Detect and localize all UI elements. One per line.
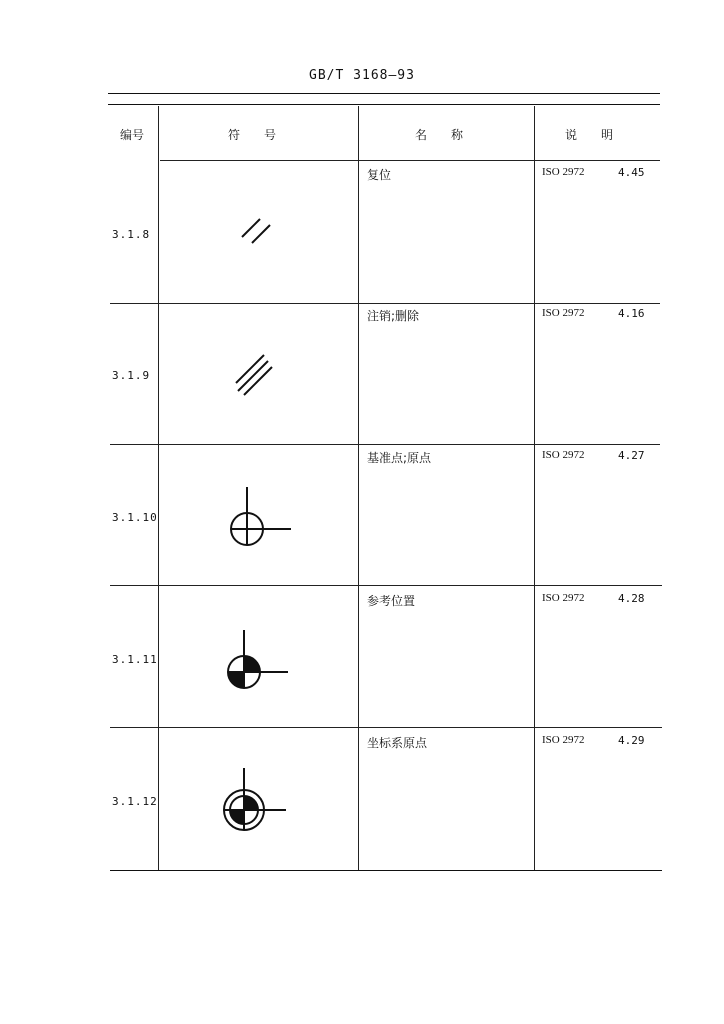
row-divider-2 bbox=[110, 444, 660, 445]
row-name: 参考位置 bbox=[367, 594, 416, 608]
row-clause: 4.28 bbox=[618, 592, 645, 605]
reference-position-quadrant-icon bbox=[222, 628, 294, 696]
column-header-name: 名 称 bbox=[415, 128, 464, 142]
row-divider-1 bbox=[110, 303, 660, 304]
column-divider-3 bbox=[534, 106, 535, 870]
column-header-symbol: 符 号 bbox=[228, 128, 277, 142]
row-divider-3 bbox=[110, 585, 662, 586]
row-number: 3.1.12 bbox=[112, 795, 158, 808]
row-clause: 4.45 bbox=[618, 166, 645, 179]
table-bottom-rule bbox=[110, 870, 662, 871]
row-name: 复位 bbox=[367, 168, 392, 182]
row-reference: ISO 2972 bbox=[542, 307, 585, 319]
header-row-divider bbox=[160, 160, 660, 161]
row-number: 3.1.8 bbox=[112, 228, 151, 241]
coordinate-origin-double-circle-icon bbox=[220, 766, 294, 840]
double-slash-icon bbox=[230, 205, 280, 255]
row-number: 3.1.11 bbox=[112, 653, 158, 666]
row-clause: 4.16 bbox=[618, 307, 645, 320]
row-name: 注销;删除 bbox=[367, 309, 420, 323]
row-number: 3.1.10 bbox=[112, 511, 158, 524]
row-name: 坐标系原点 bbox=[367, 736, 428, 750]
column-header-note: 说 明 bbox=[565, 128, 614, 142]
column-header-number: 编号 bbox=[120, 128, 145, 142]
row-reference: ISO 2972 bbox=[542, 449, 585, 461]
table-top-rule-1 bbox=[108, 93, 660, 94]
table-top-rule-2 bbox=[108, 104, 660, 105]
reference-point-crosshair-icon bbox=[225, 485, 297, 553]
column-divider-2 bbox=[358, 106, 359, 870]
row-reference: ISO 2972 bbox=[542, 734, 585, 746]
standard-header: GB/T 3168—93 bbox=[309, 68, 415, 83]
row-clause: 4.29 bbox=[618, 734, 645, 747]
row-reference: ISO 2972 bbox=[542, 166, 585, 178]
row-reference: ISO 2972 bbox=[542, 592, 585, 604]
triple-slash-icon bbox=[228, 345, 284, 401]
column-divider-1 bbox=[158, 106, 159, 870]
row-number: 3.1.9 bbox=[112, 369, 151, 382]
row-clause: 4.27 bbox=[618, 449, 645, 462]
row-name: 基准点;原点 bbox=[367, 451, 432, 465]
row-divider-4 bbox=[110, 727, 662, 728]
